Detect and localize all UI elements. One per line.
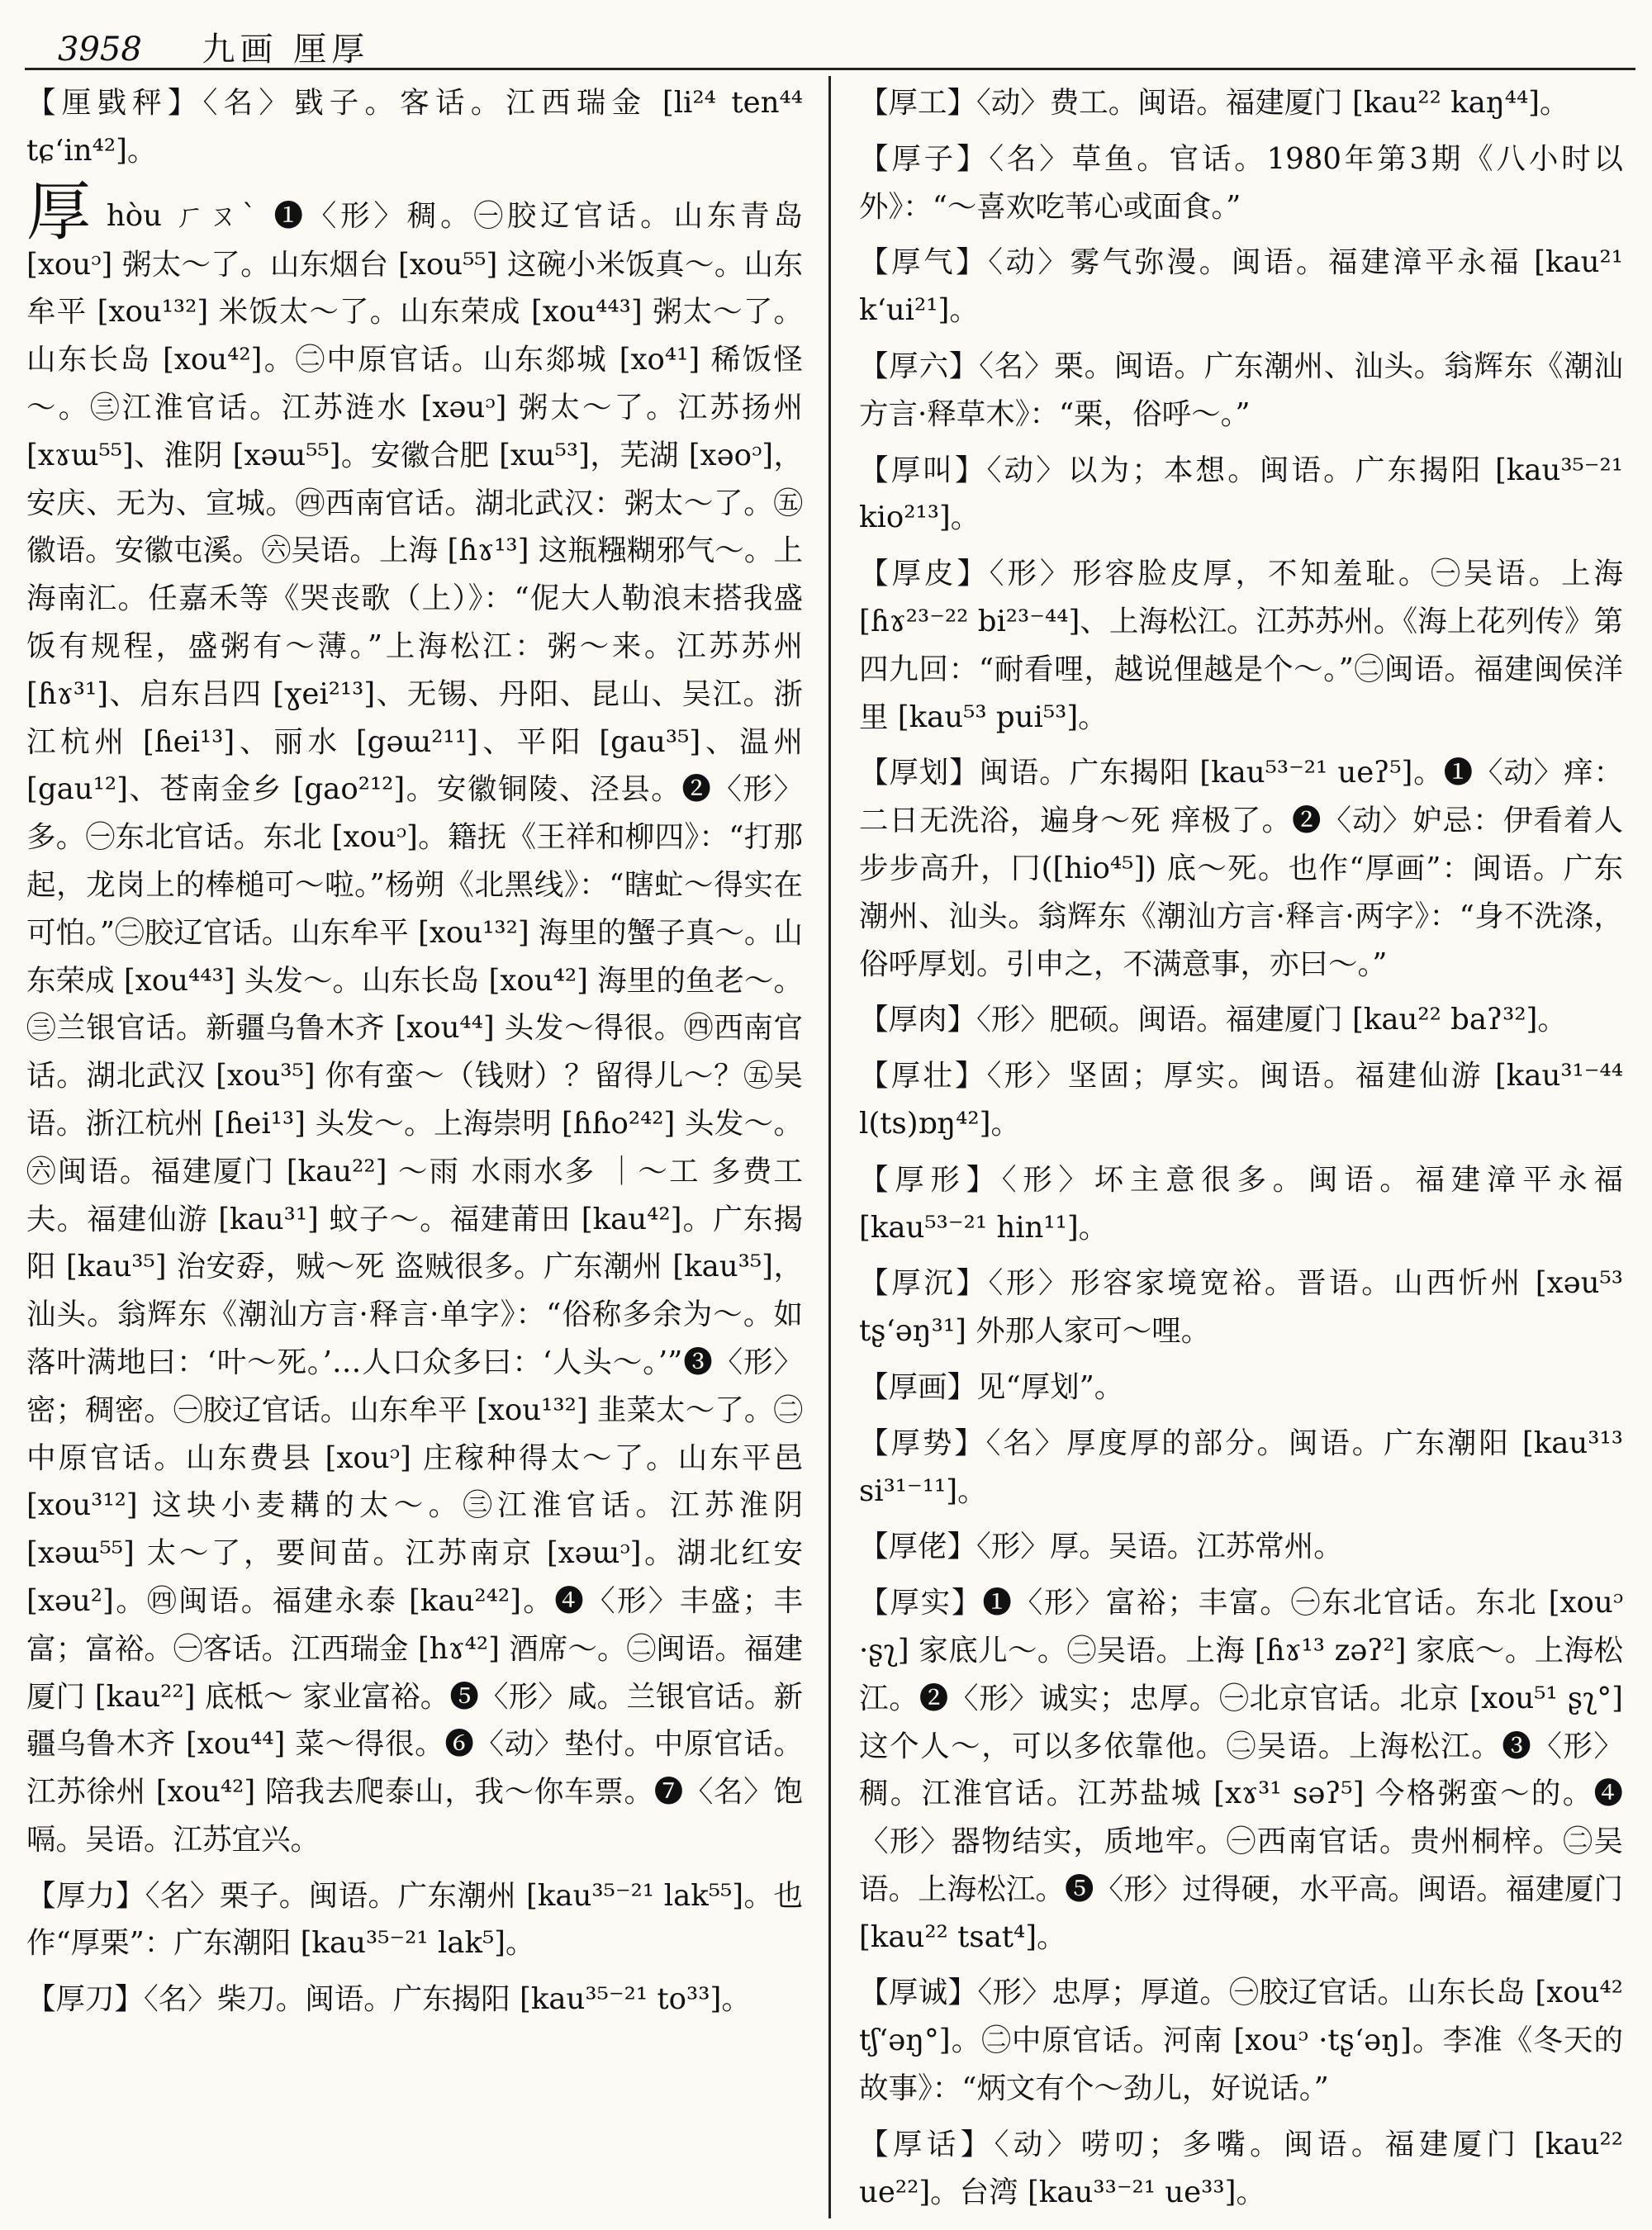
headword-hou: 厚 [26,174,95,249]
entry-hou-cheng: 【厚诚】〈形〉忠厚；厚道。㊀胶辽官话。山东长岛 [xou⁴² tʃʻəŋ°]。㊁中原官话。河南 [xouᵓ ·tʂʻəŋ]。李准《冬天的故事》：“炳文有个～劲儿，好说话。” [859,1976,1623,2106]
page-number: 3958 [58,31,142,69]
entry-li-deng-cheng: 【厘戥秤】〈名〉戥子。客话。江西瑞金 [li²⁴ ten⁴⁴ tɕʻin⁴²]。 [26,86,803,168]
left-column [26,79,803,2032]
header-title: 九画 厘厚 [202,31,370,69]
header-rule [25,68,1635,70]
entry-hou-pi: 【厚皮】〈形〉形容脸皮厚，不知羞耻。㊀吴语。上海 [ɦɤ²³⁻²² bi²³⁻⁴⁴]、上海松江。江苏苏州。《海上花列传》第四九回：“耐看哩，越说俚越是个～。”㊁闽语。福建闽侯洋里 [kau⁵³ pui⁵³]。 [859,557,1623,734]
entry-hou-chen: 【厚沉】〈形〉形容家境宽裕。晋语。山西忻州 [xəu⁵³ tʂʻəŋ³¹] 外那人家可～哩。 [859,1266,1623,1349]
entry-hou-qi: 【厚气】〈动〉雾气弥漫。闽语。福建漳平永福 [kau²¹ kʻui²¹]。 [859,245,1623,328]
entry-hou-xing: 【厚形】〈形〉坏主意很多。闽语。福建漳平永福 [kau⁵³⁻²¹ hin¹¹]。 [859,1162,1623,1245]
entry-hou [26,174,803,1864]
running-header [58,23,369,70]
entry-hou-text: hòu ㄏㄡˋ ❶〈形〉稠。㊀胶辽官话。山东青岛 [xouᵓ] 粥太～了。山东烟台 [xou⁵⁵] 这碗小米饭真～。山东牟平 [xou¹³²] 米饭太～了。山东荣成 [xou⁴⁴³] 粥太～了。山东长岛 [xou⁴²]。㊁中原官话。山东郯城 [xo⁴¹] 稀饭怪～。㊂江淮官话。江苏涟水 [xəuᵓ] 粥太～了。江苏扬州 [xɤɯ⁵⁵]、淮阴 [xəɯ⁵⁵]。安徽合肥 [xɯ⁵³]，芜湖 [xəoᵓ]，安庆、无为、宣城。㊃西南官话。湖北武汉：粥太～了。㊄徽语。安徽屯溪。㊅吴语。上海 [ɦɤ¹³] 这瓶糨糊邪气～。上海南汇。任嘉禾等《哭丧歌（上）》：“伲大人勒浪末搭我盛饭有规程，盛粥有～薄。”上海松江：粥～来。江苏苏州 [ɦɤ³¹]、启东吕四 [ɣei²¹³]、无锡、丹阳、昆山、吴江。浙江杭州 [ɦei¹³]、丽水 [gəɯ²¹¹]、平阳 [gau³⁵]、温州 [gau¹²]、苍南金乡 [gao²¹²]。安徽铜陵、泾县。❷〈形〉多。㊀东北官话。东北 [xouᵓ]。籍抚《王祥和柳四》：“打那起，龙岗上的棒槌可～啦。”杨朔《北黑线》：“瞎虻～得实在可怕。”㊁胶辽官话。山东牟平 [xou¹³²] 海里的蟹子真～。山东荣成 [xou⁴⁴³] 头发～。山东长岛 [xou⁴²] 海里的鱼老～。㊂兰银官话。新疆乌鲁木齐 [xou⁴⁴] 头发～得很。㊃西南官话。湖北武汉 [xou³⁵] 你有蛮～（钱财）？留得儿～？㊄吴语。浙江杭州 [ɦei¹³] 头发～。上海崇明 [ɦɦo²⁴²] 头发～。㊅闽语。福建厦门 [kau²²] ～雨 水雨水多 ｜～工 多费工夫。福建仙游 [kau³¹] 蚊子～。福建莆田 [kau⁴²]。广东揭阳 [kau³⁵] 治安孬，贼～死 盗贼很多。广东潮州 [kau³⁵]，汕头。翁辉东《潮汕方言·释言·单字》：“俗称多余为～。如落叶满地曰：‘叶～死。’…人口众多曰：‘人头～。’”❸〈形〉密；稠密。㊀胶辽官话。山东牟平 [xou¹³²] 韭菜太～了。㊁中原官话。山东费县 [xouᵓ] 庄稼种得太～了。山东平邑 [xou³¹²] 这块小麦耩的太～。㊂江淮官话。江苏淮阴 [xəɯ⁵⁵] 太～了，要间苗。江苏南京 [xəɯᵓ]。湖北红安 [xəu²]。㊃闽语。福建永泰 [kau²⁴²]。❹〈形〉丰盛；丰富；富裕。㊀客话。江西瑞金 [hɤ⁴²] 酒席～。㊁闽语。福建厦门 [kau²²] 底柢～ 家业富裕。❺〈形〉咸。兰银官话。新疆乌鲁木齐 [xou⁴⁴] 菜～得很。❻〈动〉垫付。中原官话。江苏徐州 [xou⁴²] 陪我去爬泰山，我～你车票。❼〈名〉饱嗝。吴语。江苏宜兴。 [26,198,803,1857]
entry-hou-hua-2: 【厚画】见“厚划”。 [859,1369,1124,1404]
entry-hou-li: 【厚力】〈名〉栗子。闽语。广东潮州 [kau³⁵⁻²¹ lak⁵⁵]。也作“厚栗”：广东潮阳 [kau³⁵⁻²¹ lak⁵]。 [26,1878,803,1961]
entry-hou-zhuang: 【厚壮】〈形〉坚固；厚实。闽语。福建仙游 [kau³¹⁻⁴⁴ l(ts)ɒŋ⁴²]。 [859,1059,1623,1141]
entry-hou-jiao: 【厚叫】〈动〉以为；本想。闽语。广东揭阳 [kau³⁵⁻²¹ kio²¹³]。 [859,453,1623,535]
entry-hou-hua-1: 【厚划】闽语。广东揭阳 [kau⁵³⁻²¹ ueʔ⁵]。❶〈动〉痒：二日无洗浴，遍身～死 痒极了。❷〈动〉妒忌：伊看着人步步高升，冂([hio⁴⁵]) 底～死。也作“厚画”：闽语。广东潮州、汕头。翁辉东《潮汕方言·释言·两字》：“身不洗涤，俗呼厚划。引申之，不满意事，亦曰～。” [859,756,1623,981]
entry-hou-dao: 【厚刀】〈名〉柴刀。闽语。广东揭阳 [kau³⁵⁻²¹ to³³]。 [26,1982,751,2017]
entry-hou-rou: 【厚肉】〈形〉肥硕。闽语。福建厦门 [kau²² baʔ³²]。 [859,1003,1567,1037]
entry-hou-zi: 【厚子】〈名〉草鱼。官话。1980年第3期《八小时以外》：“～喜欢吃苇心或面食。” [859,141,1623,224]
right-column [859,79,1623,2224]
entry-hou-liu: 【厚六】〈名〉栗。闽语。广东潮州、汕头。翁辉东《潮汕方言·释草木》：“栗，俗呼～。” [859,349,1623,431]
column-divider [828,76,831,2218]
entry-hou-gong: 【厚工】〈动〉费工。闽语。福建厦门 [kau²² kaŋ⁴⁴]。 [859,86,1569,120]
entry-hou-lao: 【厚佬】〈形〉厚。吴语。江苏常州。 [859,1530,1343,1564]
entry-hou-shi-4: 【厚势】〈名〉厚度厚的部分。闽语。广东潮阳 [kau³¹³ si³¹⁻¹¹]。 [859,1426,1623,1508]
entry-hou-hua-talk: 【厚话】〈动〉唠叨；多嘴。闽语。福建厦门 [kau²² ue²²]。台湾 [kau³³⁻²¹ ue³³]。 [859,2127,1623,2209]
entry-hou-shi-2: 【厚实】❶〈形〉富裕；丰富。㊀东北官话。东北 [xouᵓ ·ʂʅ] 家底儿～。㊁吴语。上海 [ɦɤ¹³ zəʔ²] 家底～。上海松江。❷〈形〉诚实；忠厚。㊀北京官话。北京 [xou⁵¹ ʂʅ°] 这个人～，可以多依靠他。㊁吴语。上海松江。❸〈形〉稠。江淮官话。江苏盐城 [xɤ³¹ səʔ⁵] 今格粥蛮～的。❹〈形〉器物结实，质地牢。㊀西南官话。贵州桐梓。㊁吴语。上海松江。❺〈形〉过得硬，水平高。闽语。福建厦门 [kau²² tsat⁴]。 [859,1586,1623,1954]
